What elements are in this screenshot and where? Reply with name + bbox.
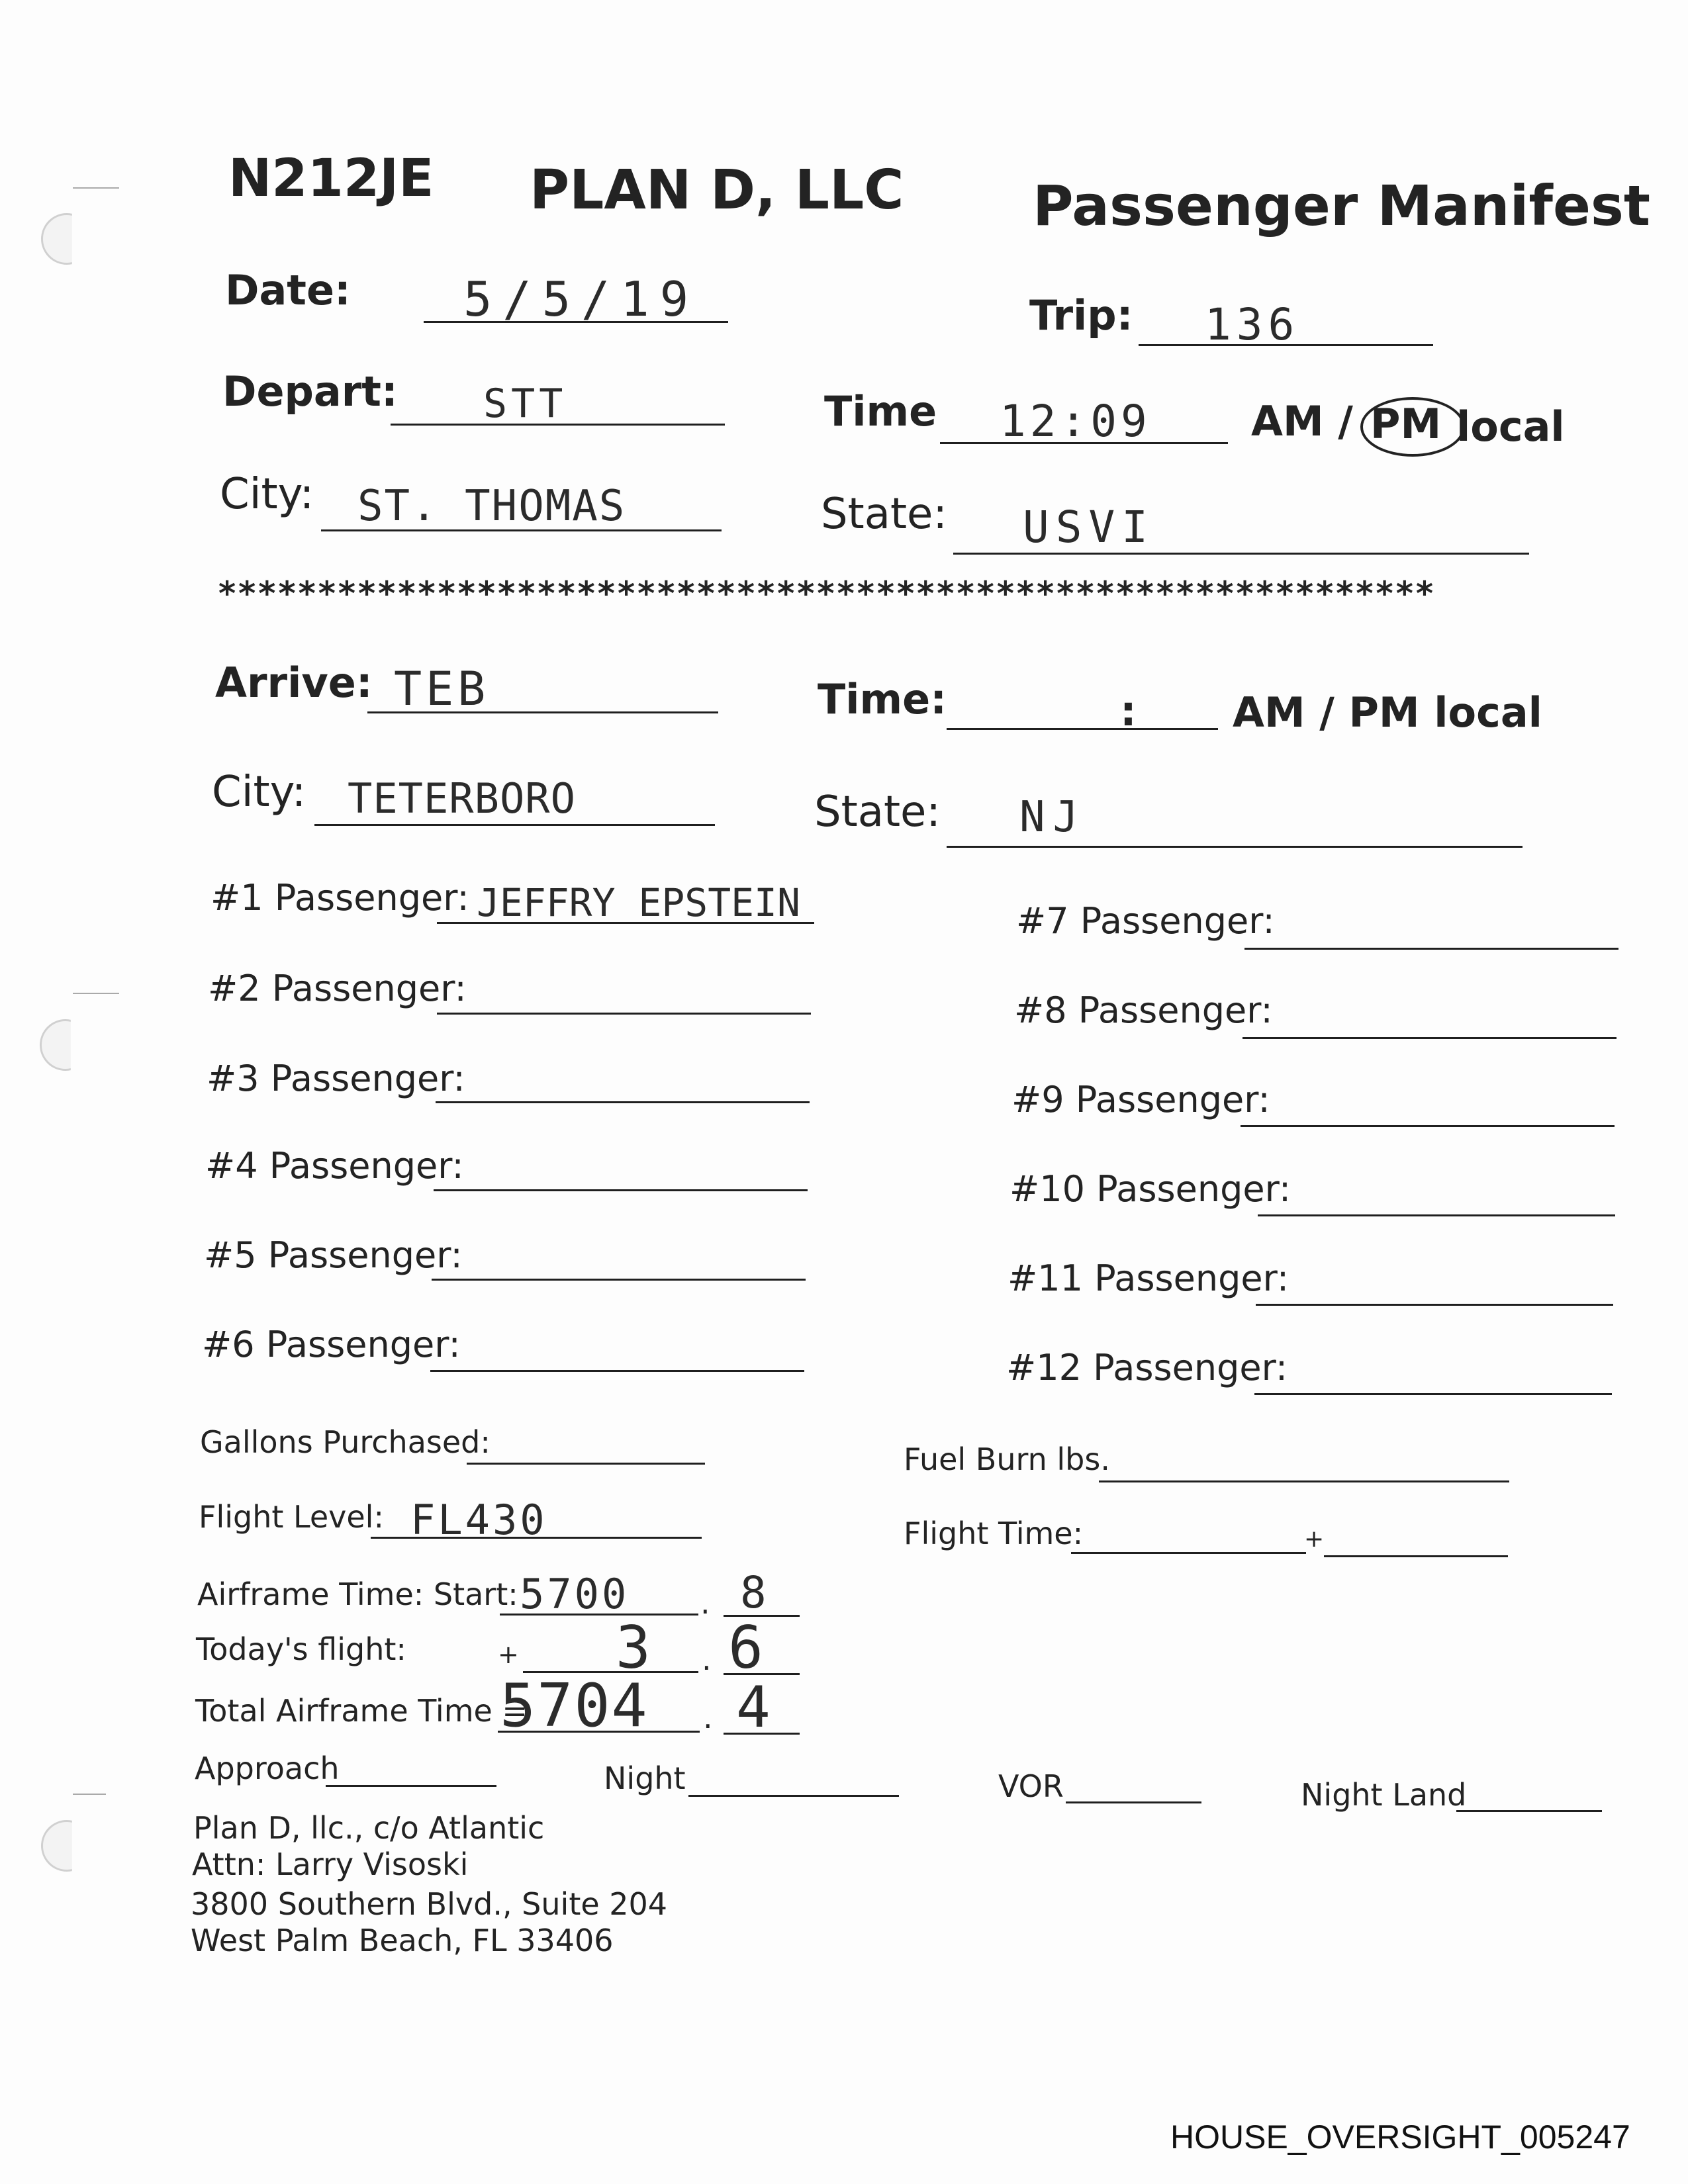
address-line-1: Plan D, llc., c/o Atlantic <box>193 1810 545 1846</box>
arrive-time-label: Time: <box>818 675 947 723</box>
passenger-6-line <box>430 1370 804 1372</box>
passenger-3-line <box>436 1101 810 1103</box>
scuff-mark <box>73 187 119 189</box>
airframe-start-label: Airframe Time: Start: <box>197 1576 518 1612</box>
arrive-label: Arrive: <box>215 659 373 707</box>
local-label: local <box>1456 402 1565 451</box>
date-label: Date: <box>225 266 351 314</box>
passenger-1-value: JEFFRY EPSTEIN <box>477 880 800 925</box>
arrive-state-label: State: <box>814 788 941 837</box>
fuel-burn-line <box>1099 1480 1509 1482</box>
passenger-1-label: #1 Passenger: <box>211 877 469 919</box>
gallons-purchased-line <box>467 1463 705 1465</box>
time-label: Time <box>824 387 937 435</box>
todays-flight-dot: . <box>702 1641 712 1677</box>
passenger-12-label: #12 Passenger: <box>1006 1347 1288 1388</box>
todays-flight-tenth: 6 <box>728 1614 763 1682</box>
address-line-3: 3800 Southern Blvd., Suite 204 <box>191 1886 668 1922</box>
scuff-mark <box>73 993 119 994</box>
vor-line <box>1066 1801 1201 1803</box>
airframe-start-whole: 5700 <box>520 1570 630 1618</box>
todays-flight-whole: 3 <box>616 1614 651 1682</box>
total-airframe-tenth: 4 <box>736 1674 771 1741</box>
arrive-city-line <box>314 824 715 826</box>
arrive-city-value: TETERBORO <box>348 774 576 823</box>
night-line <box>688 1795 899 1797</box>
vor-label: VOR <box>998 1768 1064 1804</box>
depart-city-label: City: <box>220 470 314 519</box>
depart-label: Depart: <box>222 367 398 416</box>
depart-time-value: 12:09 <box>1000 396 1151 447</box>
passenger-9-label: #9 Passenger: <box>1011 1079 1270 1120</box>
address-line-4: West Palm Beach, FL 33406 <box>191 1923 614 1958</box>
arrive-city-label: City: <box>212 768 306 817</box>
passenger-11-line <box>1256 1304 1613 1306</box>
arrive-time-line <box>947 728 1218 730</box>
gallons-purchased-label: Gallons Purchased: <box>200 1424 491 1460</box>
asterisk-separator: ************************************************************* <box>218 574 1436 613</box>
passenger-4-line <box>434 1189 808 1191</box>
total-airframe-whole: 5704 <box>500 1671 649 1741</box>
flight-level-value: FL430 <box>410 1496 547 1544</box>
flight-time-line-2 <box>1324 1555 1508 1557</box>
depart-value: STT <box>483 381 567 427</box>
depart-state-value: USVI <box>1023 502 1154 553</box>
binder-hole-middle <box>40 1019 91 1071</box>
night-land-label: Night Land <box>1301 1777 1467 1813</box>
company-name: PLAN D, LLC <box>530 159 904 222</box>
arrive-state-line <box>947 846 1523 848</box>
trip-label: Trip: <box>1029 291 1133 340</box>
binder-hole-bottom <box>41 1820 93 1872</box>
passenger-5-line <box>432 1279 806 1281</box>
airframe-start-tenth: 8 <box>740 1567 767 1618</box>
flight-level-label: Flight Level: <box>199 1499 384 1535</box>
night-land-line <box>1456 1810 1602 1812</box>
page-title: Passenger Manifest <box>1033 173 1651 238</box>
arrive-value: TEB <box>394 662 490 716</box>
passenger-7-line <box>1244 948 1618 950</box>
depart-state-label: State: <box>821 490 947 539</box>
depart-state-line <box>953 553 1529 555</box>
am-label: AM / <box>1251 397 1353 445</box>
passenger-7-label: #7 Passenger: <box>1016 900 1275 942</box>
airframe-start-dot: . <box>700 1585 710 1621</box>
flight-time-plus: + <box>1304 1525 1325 1553</box>
flight-time-label: Flight Time: <box>904 1516 1084 1551</box>
arrive-state-value: NJ <box>1019 793 1087 842</box>
passenger-5-label: #5 Passenger: <box>204 1234 463 1276</box>
bates-number: HOUSE_OVERSIGHT_005247 <box>1170 2118 1630 2156</box>
arrive-ampm-label: AM / PM local <box>1233 688 1542 737</box>
scuff-mark <box>73 1794 106 1795</box>
pm-label: PM <box>1370 400 1442 448</box>
passenger-10-line <box>1258 1214 1615 1216</box>
passenger-10-label: #10 Passenger: <box>1009 1168 1291 1210</box>
fuel-burn-label: Fuel Burn lbs. <box>904 1441 1110 1477</box>
passenger-9-line <box>1241 1125 1615 1127</box>
passenger-3-label: #3 Passenger: <box>207 1058 465 1099</box>
approach-line <box>326 1785 496 1787</box>
total-airframe-label: Total Airframe Time = <box>195 1693 528 1729</box>
passenger-12-line <box>1254 1393 1612 1395</box>
passenger-2-label: #2 Passenger: <box>208 968 467 1009</box>
approach-label: Approach <box>195 1751 340 1786</box>
trip-value: 136 <box>1205 299 1300 350</box>
todays-flight-label: Today's flight: <box>196 1631 406 1667</box>
depart-city-value: ST. THOMAS <box>357 482 626 531</box>
todays-flight-plus: + <box>498 1640 519 1669</box>
flight-time-line-1 <box>1071 1552 1306 1554</box>
passenger-11-label: #11 Passenger: <box>1008 1257 1289 1299</box>
tail-number: N212JE <box>228 149 434 208</box>
passenger-8-label: #8 Passenger: <box>1014 989 1273 1031</box>
passenger-4-label: #4 Passenger: <box>205 1145 464 1187</box>
arrive-time-colon: : <box>1120 687 1137 735</box>
date-value: 5/5/19 <box>463 271 700 327</box>
binder-hole-top <box>41 213 93 265</box>
night-label: Night <box>604 1760 686 1796</box>
address-line-2: Attn: Larry Visoski <box>192 1846 469 1882</box>
passenger-6-label: #6 Passenger: <box>202 1324 461 1365</box>
passenger-2-line <box>437 1013 811 1015</box>
passenger-8-line <box>1243 1037 1617 1039</box>
total-airframe-dot: . <box>703 1700 713 1735</box>
